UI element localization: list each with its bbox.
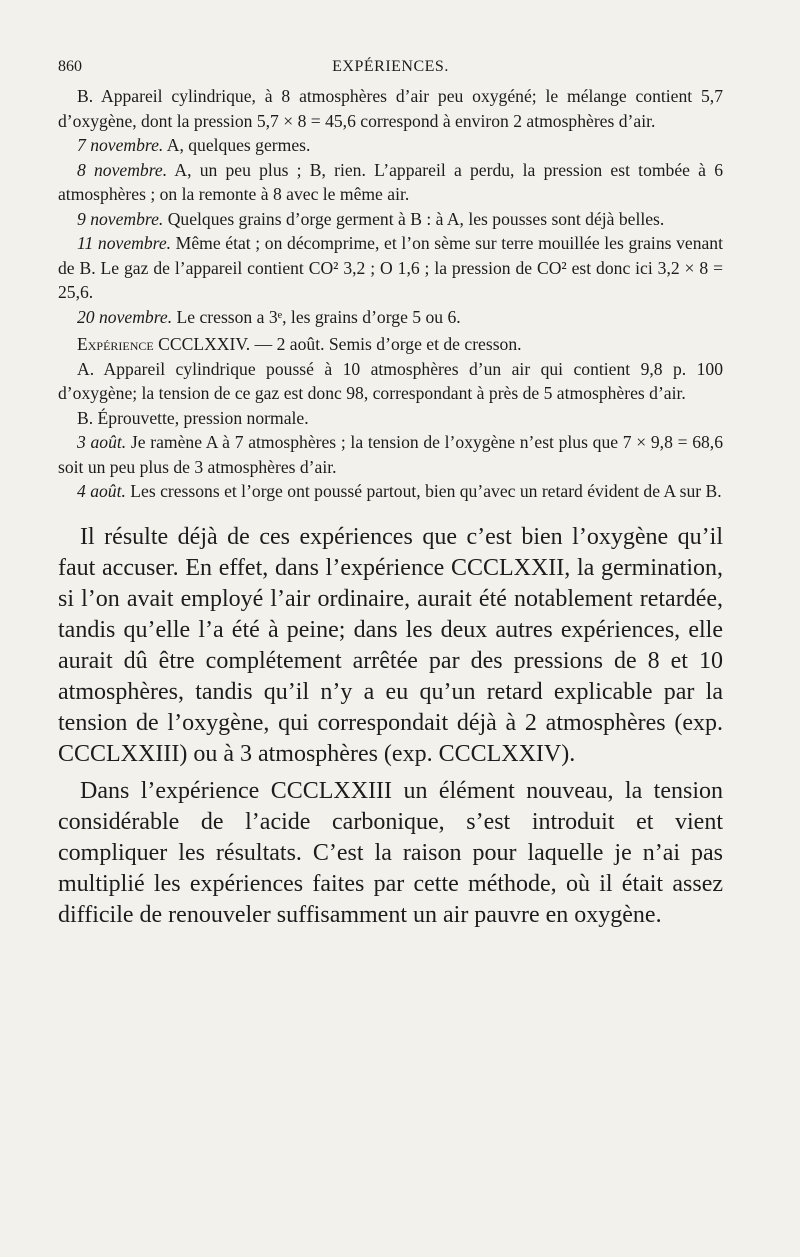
experiment-notes — [58, 84, 723, 504]
note-date: 20 novembre. — [77, 306, 173, 327]
page-number: 860 — [58, 58, 82, 75]
note-date: 3 août. — [77, 432, 127, 452]
running-title: EXPÉRIENCES. — [332, 58, 449, 75]
experiment-label: Expérience CCCLXXIV. — [77, 334, 251, 354]
body-paragraph: Il résulte déjà de ces expériences que c’est bien l’oxygène qu’il faut accuser. En effet, dans l’expérience CCCLXXII, la germination, si l’on avait employé l’air ordinaire, aurait été notablement retardée, tandis qu’elle l’a été à peine; dans les deux autres expériences, elle aurait dû être complétement arrêtée par des pressions de 8 et 10 atmosphères, tandis qu’il n’y a eu qu’un retard explicable par la tension de l’oxygène, qui correspondait déjà à 2 atmosphères (exp. CCCLXXIII) ou à 3 atmosphères (exp. CCCLXXIV). — [58, 523, 723, 767]
note-date: 9 novembre. — [77, 208, 164, 229]
note-paragraph: 9 novembre. Quelques grains d’orge germent à B : à A, les pousses sont déjà belles. — [77, 208, 665, 229]
note-paragraph: 20 novembre. Le cresson a 3ᵉ, les grains d’orge 5 ou 6. — [77, 306, 461, 327]
note-date: 8 novembre. — [77, 159, 168, 180]
note-date: 7 novembre. — [77, 135, 164, 155]
body-paragraph: Dans l’expérience CCCLXXIII un élément nouveau, la tension considérable de l’acide carbonique, s’est introduit et vient compliquer les résultats. C’est la raison pour laquelle je n’ai pas multiplié les expériences faites par cette méthode, où il était assez difficile de renouveler suffisamment un air pauvre en oxygène. — [58, 777, 723, 928]
note-paragraph: 4 août. Les cressons et l’orge ont poussé partout, bien qu’avec un retard évident de A sur B. — [77, 481, 722, 501]
experiment-heading: Expérience CCCLXXIV. — 2 août. Semis d’orge et de cresson. — [77, 334, 522, 354]
page — [58, 58, 723, 931]
page-header — [58, 58, 723, 84]
note-paragraph: 7 novembre. A, quelques germes. — [77, 135, 311, 155]
note-paragraph: B. Éprouvette, pression normale. — [77, 407, 309, 428]
note-date: 4 août. — [77, 481, 126, 501]
note-paragraph: A. Appareil cylindrique poussé à 10 atmosphères d’un air qui contient 9,8 p. 100 d’oxygène; la tension de ce gaz est donc 98, correspondant à près de 5 atmosphères d’air. — [58, 358, 723, 403]
note-paragraph: 11 novembre. Même état ; on décomprime, et l’on sème sur terre mouillée les grains venant de B. Le gaz de l’appareil contient CO² 3,2 ; O 1,6 ; la pression de CO² est donc ici 3,2 × 8 = 25,6. — [58, 233, 723, 302]
note-date: 11 novembre. — [77, 233, 172, 253]
note-paragraph: 3 août. Je ramène A à 7 atmosphères ; la tension de l’oxygène n’est plus que 7 × 9,8 = 68,6 soit un peu plus de 3 atmosphères d’air. — [58, 432, 723, 477]
body-text — [58, 522, 723, 931]
note-paragraph: 8 novembre. A, un peu plus ; B, rien. L’appareil a perdu, la pression est tombée à 6 atmosphères ; on la remonte à 8 avec le même air. — [58, 159, 724, 204]
note-paragraph: B. Appareil cylindrique, à 8 atmosphères d’air peu oxygéné; le mélange contient 5,7 d’oxygène, dont la pression 5,7 × 8 = 45,6 correspond à environ 2 atmosphères d’air. — [58, 86, 723, 131]
